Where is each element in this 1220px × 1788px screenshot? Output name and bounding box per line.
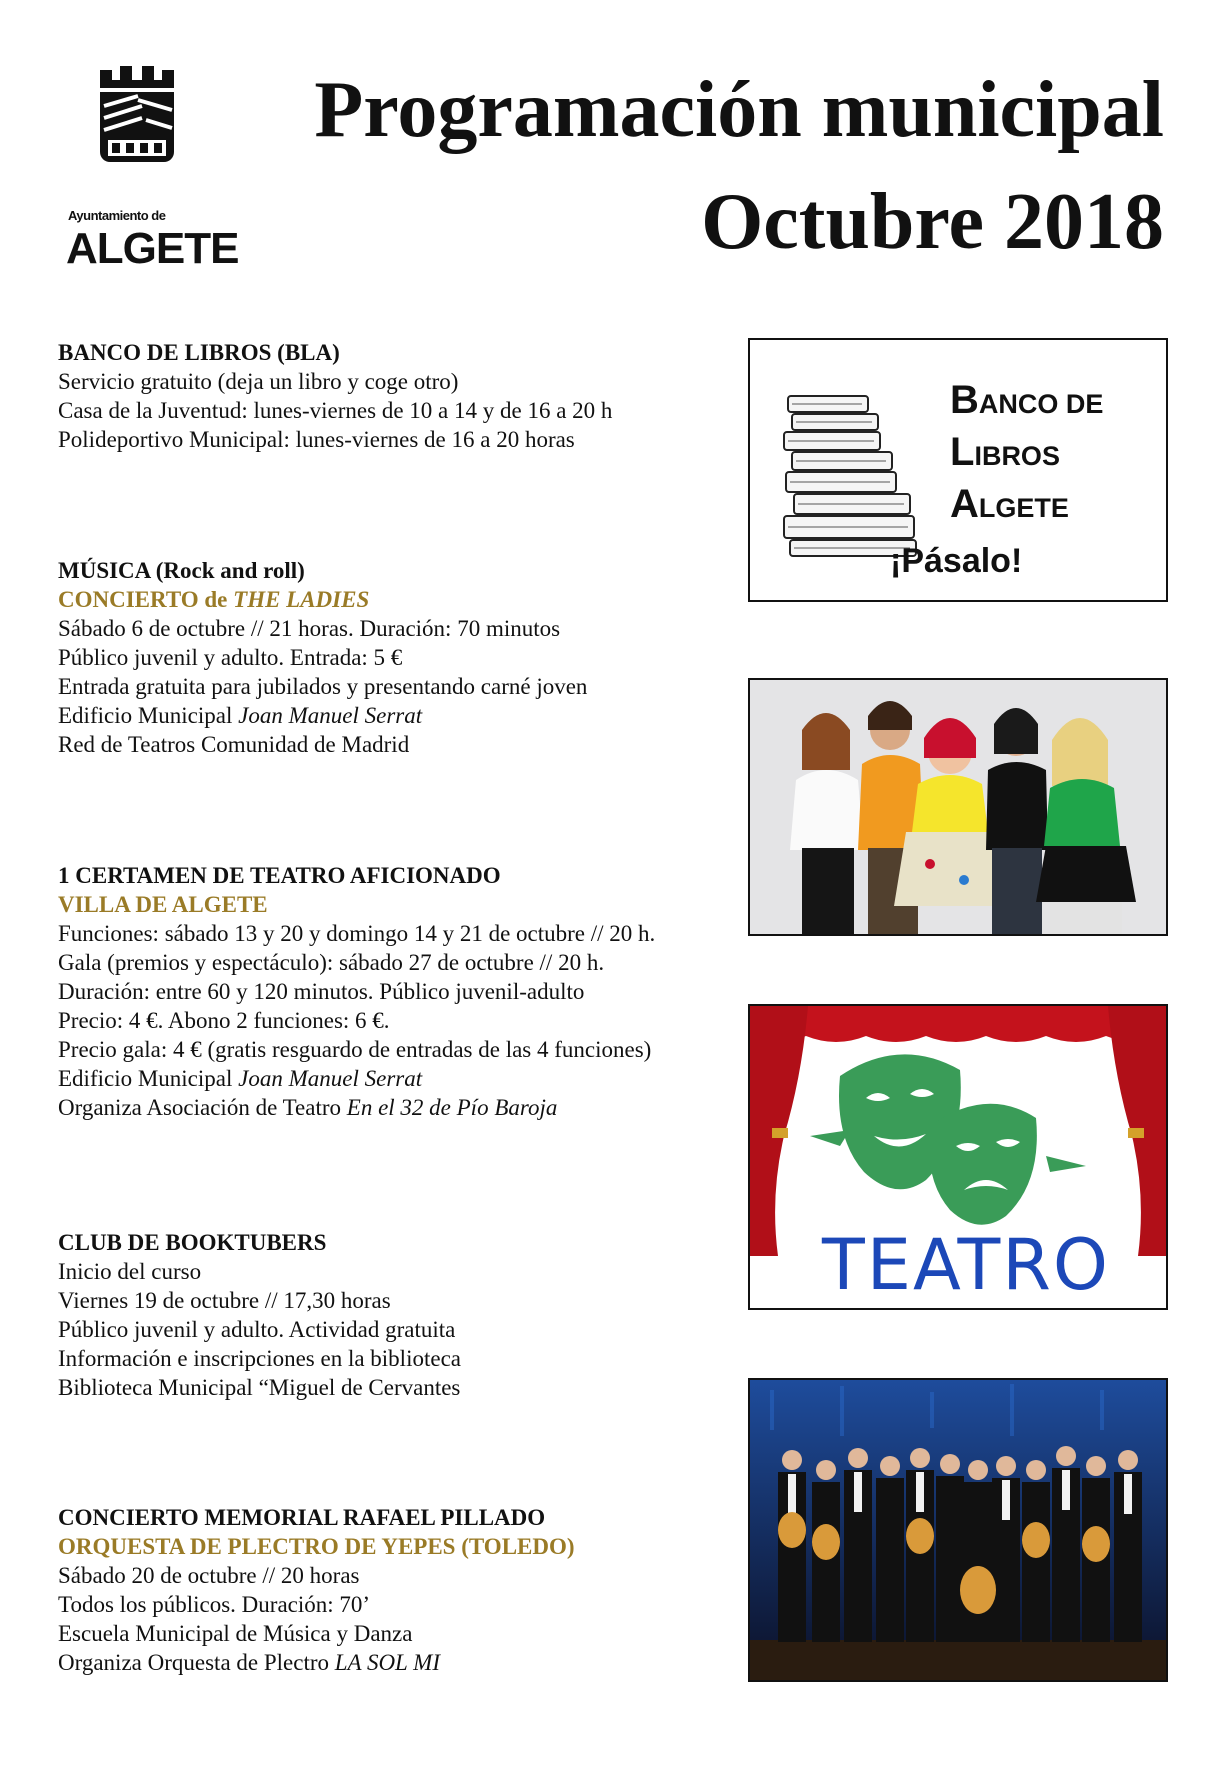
section-musica (58, 556, 718, 759)
bla-line-banco: BANCO DE (950, 378, 1104, 422)
section-memorial-concierto (58, 1503, 718, 1677)
logo-algete-text: ALGETE (66, 224, 239, 273)
section-subheading: ORQUESTA DE PLECTRO DE YEPES (TOLEDO) (58, 1534, 575, 1559)
text-line: Funciones: sábado 13 y 20 y domingo 14 y 21 de octubre // 20 h. (58, 921, 656, 946)
text-line: Red de Teatros Comunidad de Madrid (58, 732, 410, 757)
text-line: Casa de la Juventud: lunes-viernes de 10 a 14 y de 16 a 20 h (58, 398, 613, 423)
text-line: Gala (premios y espectáculo): sábado 27 de octubre // 20 h. (58, 950, 605, 975)
orquesta-plectro-photo (748, 1378, 1168, 1682)
text-line: Sábado 6 de octubre // 21 horas. Duración: 70 minutos (58, 616, 561, 641)
text-line: Sábado 20 de octubre // 20 horas (58, 1563, 360, 1588)
the-ladies-band-photo (748, 678, 1168, 936)
section-certamen-teatro (58, 861, 718, 1122)
venue-line: Edificio Municipal Joan Manuel Serrat (58, 703, 423, 728)
venue-line: Edificio Municipal Joan Manuel Serrat (58, 1066, 423, 1091)
teatro-image (748, 1004, 1168, 1310)
organizer-line: Organiza Asociación de Teatro En el 32 de Pío Baroja (58, 1095, 558, 1120)
band-photo-illustration (750, 680, 1166, 934)
logo-ayuntamiento-text: Ayuntamiento de (68, 208, 166, 223)
book-stack-icon (778, 390, 928, 560)
section-subheading: CONCIERTO de THE LADIES (58, 587, 370, 612)
text-line: Precio gala: 4 € (gratis resguardo de entradas de las 4 funciones) (58, 1037, 652, 1062)
bla-line-algete: ALGETE (950, 482, 1069, 526)
text-line: Viernes 19 de octubre // 17,30 horas (58, 1288, 391, 1313)
bla-line-libros: LIBROS (950, 430, 1060, 474)
text-line: Polideportivo Municipal: lunes-viernes de 16 a 20 horas (58, 427, 575, 452)
text-line: Información e inscripciones en la biblioteca (58, 1346, 461, 1371)
text-line: Público juvenil y adulto. Entrada: 5 € (58, 645, 403, 670)
section-subheading: VILLA DE ALGETE (58, 892, 268, 917)
text-line: Entrada gratuita para jubilados y presentando carné joven (58, 674, 588, 699)
section-heading: MÚSICA (Rock and roll) (58, 558, 305, 583)
organizer-line: Organiza Orquesta de Plectro LA SOL MI (58, 1650, 440, 1675)
text-line: Público juvenil y adulto. Actividad gratuita (58, 1317, 456, 1342)
section-heading: 1 CERTAMEN DE TEATRO AFICIONADO (58, 863, 501, 888)
text-line: Todos los públicos. Duración: 70’ (58, 1592, 371, 1617)
bla-pasalo-text: ¡Pásalo! (890, 542, 1023, 580)
castle-emblem-icon (98, 66, 178, 184)
text-line: Precio: 4 €. Abono 2 funciones: 6 €. (58, 1008, 390, 1033)
page-title: Programación municipal (314, 66, 1164, 154)
text-line: Duración: entre 60 y 120 minutos. Público juvenil-adulto (58, 979, 585, 1004)
text-line: Biblioteca Municipal “Miguel de Cervantes (58, 1375, 461, 1400)
teatro-label: TEATRO (822, 1224, 1110, 1306)
orchestra-photo-illustration (750, 1380, 1166, 1680)
section-heading: CLUB DE BOOKTUBERS (58, 1230, 327, 1255)
section-heading: CONCIERTO MEMORIAL RAFAEL PILLADO (58, 1505, 546, 1530)
banco-libros-image (748, 338, 1168, 602)
text-line: Escuela Municipal de Música y Danza (58, 1621, 413, 1646)
text-line: Inicio del curso (58, 1259, 202, 1284)
section-booktubers (58, 1228, 718, 1402)
text-line: Servicio gratuito (deja un libro y coge otro) (58, 369, 459, 394)
section-heading: BANCO DE LIBROS (BLA) (58, 340, 340, 365)
section-banco-de-libros (58, 338, 718, 454)
algete-logo (62, 66, 239, 276)
page-subtitle: Octubre 2018 (701, 178, 1164, 266)
